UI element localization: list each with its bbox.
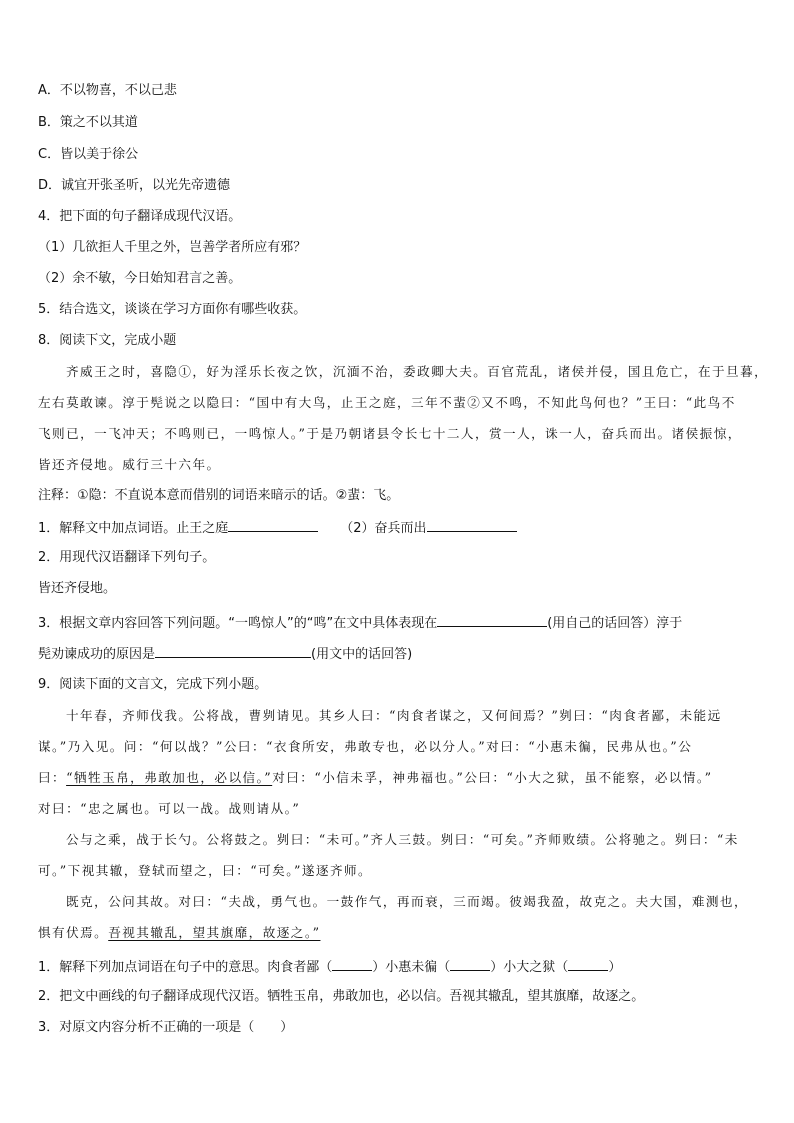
underlined-sentence: “牺牲玉帛，弗敢加也，必以信。” xyxy=(66,770,273,785)
sub-1-text: ） xyxy=(608,960,622,975)
question-8-passage-line: 左右莫敢谏。淳于髡说之以隐曰：“国中有大鸟，止王之庭，三年不蜚②又不鸣，不知此鸟何也？”王曰：“此鸟不 xyxy=(38,395,736,410)
answer-blank[interactable] xyxy=(332,956,372,971)
question-9-passage-line: 既克，公问其故。对曰：“夫战，勇气也。一鼓作气，再而衰，三而竭。彼竭我盈，故克之。夫大国，难测也， xyxy=(66,894,748,909)
question-9-passage-line: 对曰：“忠之属也。可以一战。战则请从。” xyxy=(38,801,301,816)
answer-blank[interactable] xyxy=(155,643,311,658)
option-c: C．皆以美于徐公 xyxy=(38,147,139,162)
question-8-sub-2: 2．用现代汉语翻译下列句子。 xyxy=(38,550,216,565)
passage-text: 对曰：“小信未孚，神弗福也。”公曰：“小大之狱，虽不能察，必以情。” xyxy=(272,770,713,785)
sub-3-hint: (用自己的话回答）淳于 xyxy=(547,616,683,631)
question-9-sub-1 xyxy=(38,956,758,978)
question-8-sub-2-sentence: 皆还齐侵地。 xyxy=(38,581,117,596)
question-8-sub-3-cont xyxy=(38,643,758,665)
question-4-sentence-2: （2）余不敏，今日始知君言之善。 xyxy=(38,271,242,286)
sub-1-text: 1．解释下列加点词语在句子中的意思。肉食者鄙（ xyxy=(38,960,333,975)
option-b: B．策之不以其道 xyxy=(38,115,138,130)
sub-1-part-2: （2）奋兵而出 xyxy=(340,521,427,536)
question-9-passage-line: 可。”下视其辙，登轼而望之，曰：“可矣。”遂逐齐师。 xyxy=(38,863,373,878)
sub-3-text-2: 髡劝谏成功的原因是 xyxy=(38,647,156,662)
sub-3-hint-2: (用文中的话回答) xyxy=(311,647,413,662)
question-9-passage-line xyxy=(38,923,758,943)
sub-1-text: ）小惠未徧（ xyxy=(372,960,451,975)
answer-blank[interactable] xyxy=(568,956,608,971)
answer-blank[interactable] xyxy=(437,612,547,627)
question-9-title: 9．阅读下面的文言文，完成下列小题。 xyxy=(38,677,268,692)
question-9-passage-line: 谋。”乃入见。问：“何以战？”公曰：“衣食所安，弗敢专也，必以分人。”对曰：“小惠未徧，民弗从也。”公 xyxy=(38,739,693,754)
question-8-passage-line: 齐威王之时，喜隐①，好为淫乐长夜之饮，沉湎不治，委政卿大夫。百官荒乱，诸侯并侵，国且危亡，在于旦暮， xyxy=(66,364,769,379)
passage-text: 惧有伏焉。 xyxy=(38,925,109,940)
sub-3-text: 3．根据文章内容回答下列问题。“一鸣惊人”的“鸣”在文中具体表现在 xyxy=(38,616,438,631)
option-a: A．不以物喜，不以己悲 xyxy=(38,83,177,98)
question-4-sentence-1: （1）几欲拒人千里之外，岂善学者所应有邪？ xyxy=(38,240,307,255)
question-9-passage-line xyxy=(38,768,758,788)
option-d: D．诚宜开张圣听，以光先帝遗德 xyxy=(38,178,231,193)
answer-blank[interactable] xyxy=(450,956,490,971)
question-8-sub-1 xyxy=(38,517,758,539)
question-8-passage-line: 皆还齐侵地。威行三十六年。 xyxy=(38,457,221,472)
answer-blank[interactable] xyxy=(228,517,318,532)
passage-text: 曰： xyxy=(38,770,67,785)
question-9-sub-3: 3．对原文内容分析不正确的一项是（ ） xyxy=(38,1020,294,1035)
answer-blank[interactable] xyxy=(427,517,517,532)
question-8-sub-3 xyxy=(38,612,758,634)
sub-1-text: 1．解释文中加点词语。止王之庭 xyxy=(38,521,229,536)
question-9-passage-line: 公与之乘，战于长勺。公将鼓之。刿曰：“未可。”齐人三鼓。刿曰：“可矣。”齐师败绩。公将驰之。刿曰：“未 xyxy=(66,832,739,847)
question-8-passage-line: 飞则已，一飞冲天；不鸣则已，一鸣惊人。”于是乃朝诸县令长七十二人，赏一人，诛一人，奋兵而出。诸侯振惊， xyxy=(38,426,742,441)
question-4-title: 4．把下面的句子翻译成现代汉语。 xyxy=(38,209,242,224)
question-5: 5．结合选文，谈谈在学习方面你有哪些收获。 xyxy=(38,302,307,317)
question-8-note: 注释：①隐：不直说本意而借别的词语来暗示的话。②蜚：飞。 xyxy=(38,488,400,503)
sub-1-text: ）小大之狱（ xyxy=(490,960,569,975)
question-8-title: 8．阅读下文，完成小题 xyxy=(38,333,177,348)
question-9-sub-2: 2．把文中画线的句子翻译成现代汉语。牺牲玉帛，弗敢加也，必以信。吾视其辙乱，望其旗靡，故逐之。 xyxy=(38,989,645,1004)
question-9-passage-line: 十年春，齐师伐我。公将战，曹刿请见。其乡人曰：“肉食者谋之，又何间焉？”刿曰：“肉食者鄙，未能远 xyxy=(66,708,722,723)
underlined-sentence: 吾视其辙乱，望其旗靡，故逐之。” xyxy=(108,925,321,940)
